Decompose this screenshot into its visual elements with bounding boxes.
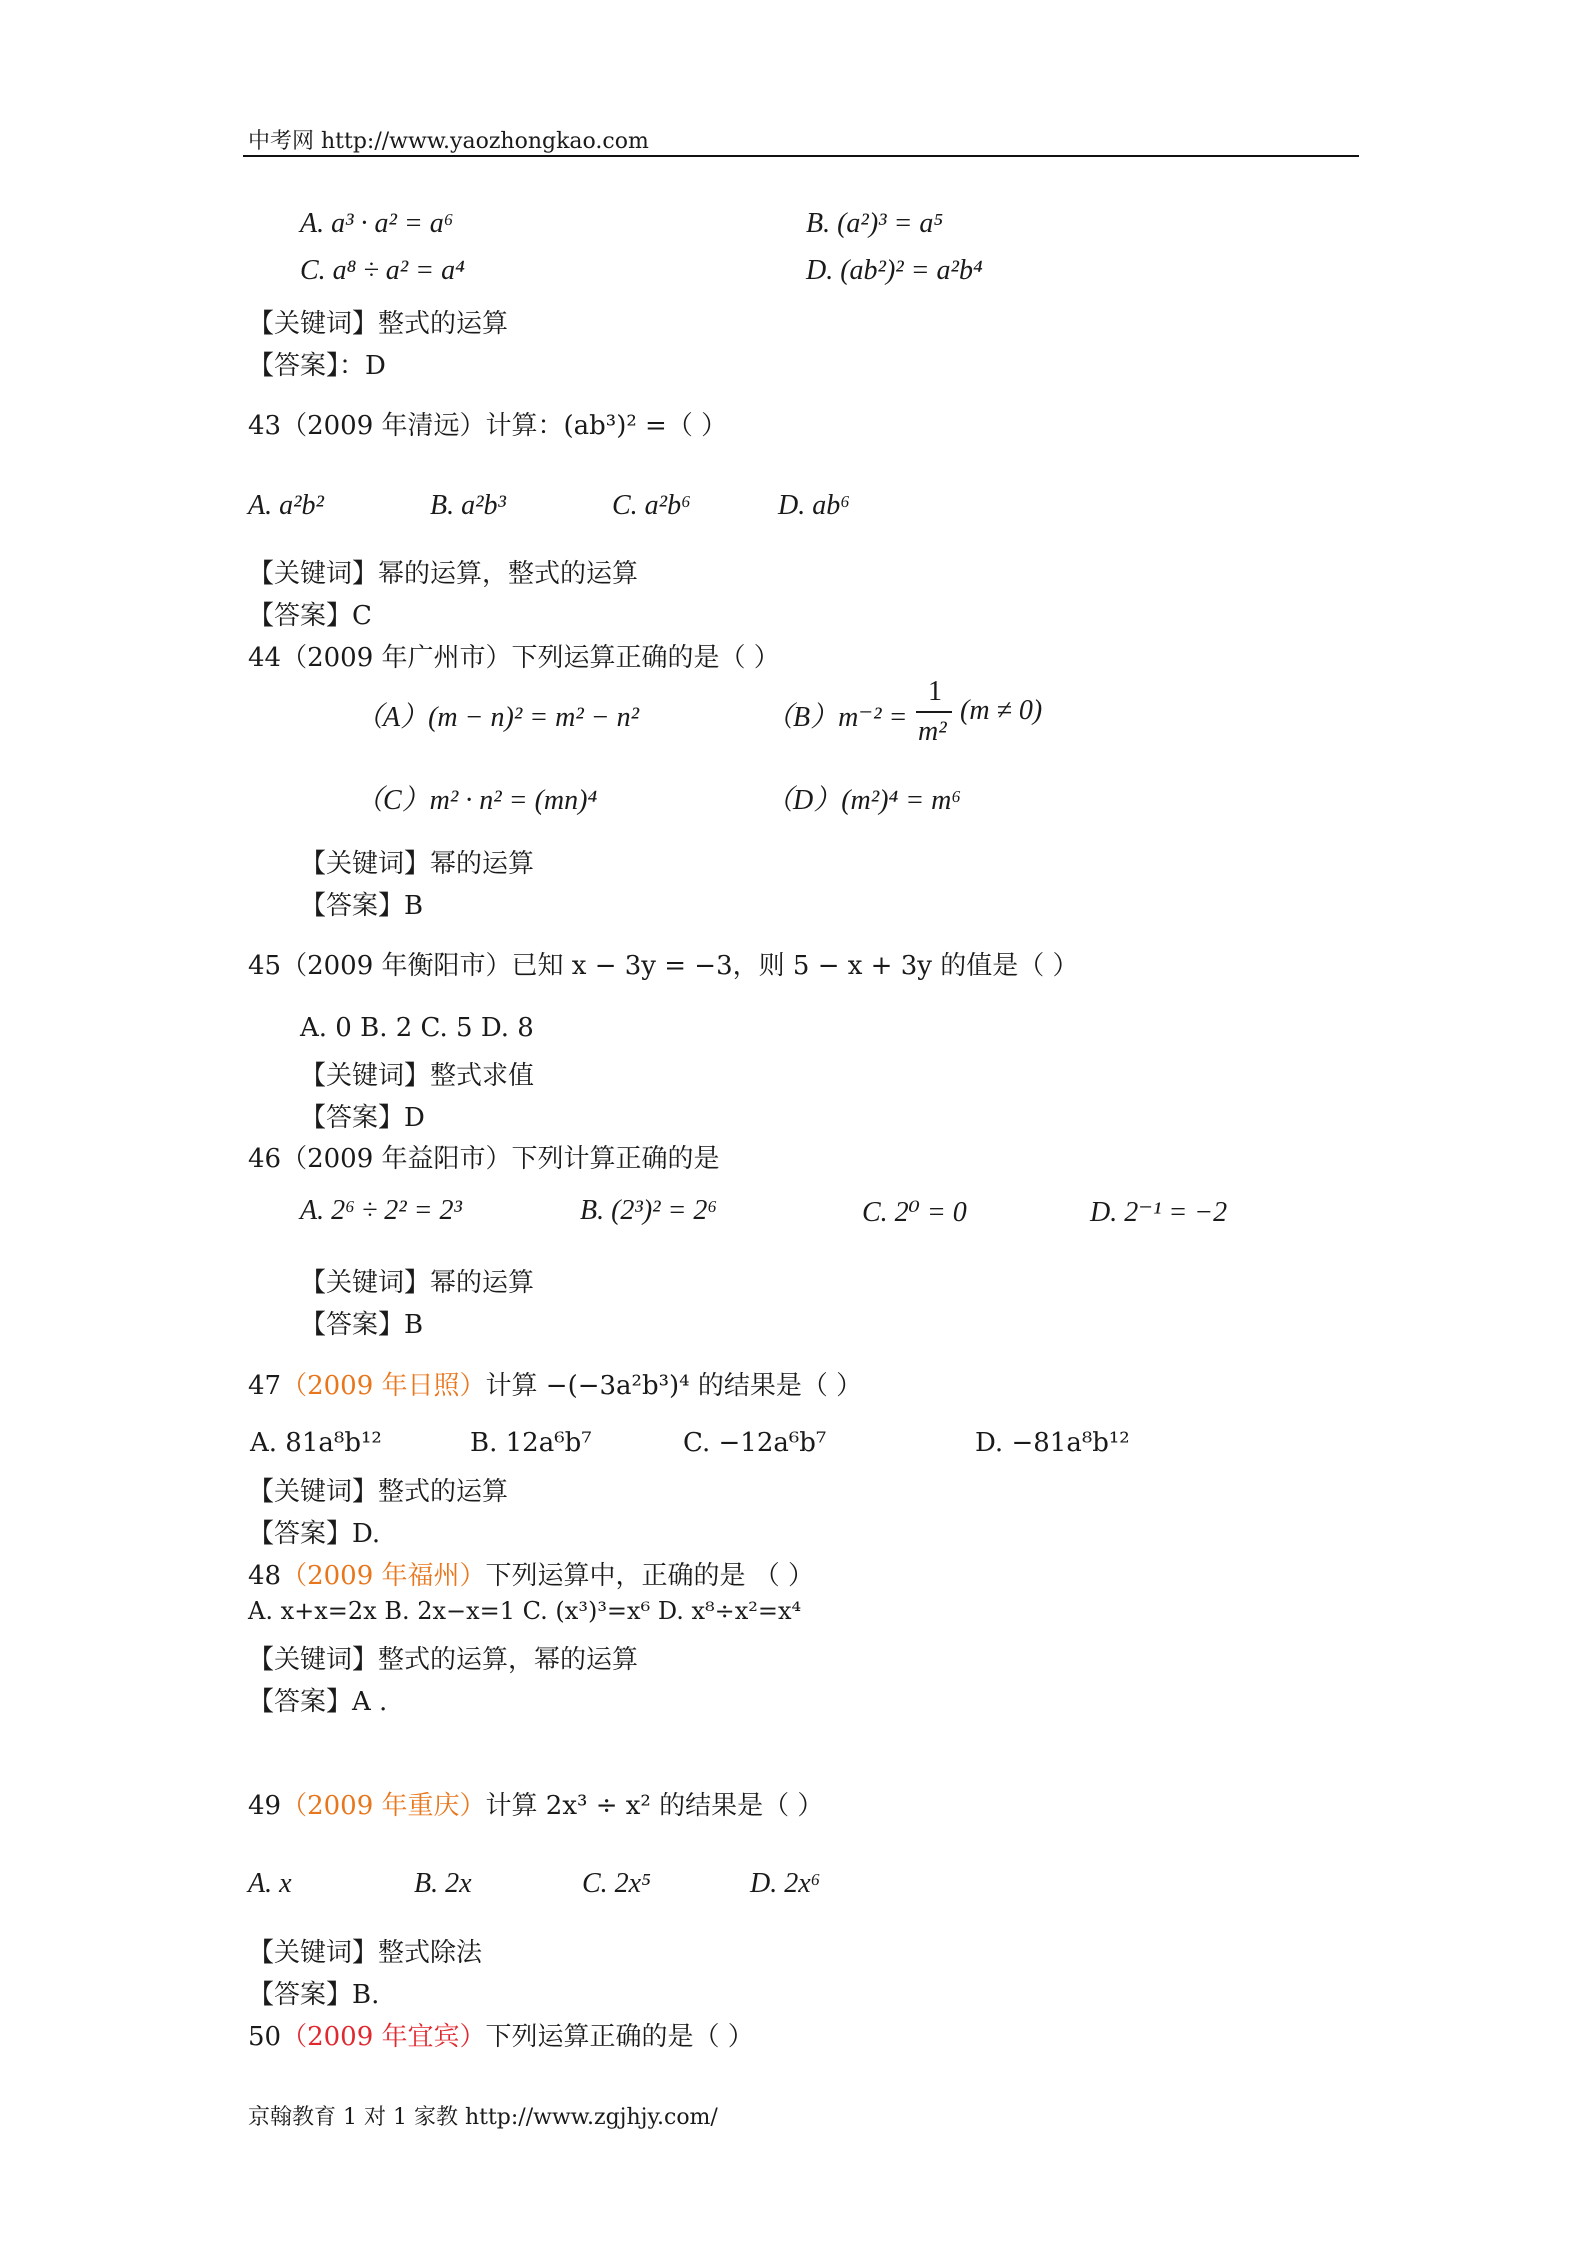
q44-fraction-bar [916,711,952,713]
q48-keywords: 【关键词】整式的运算，幂的运算 [248,1645,639,1675]
q44-option-b-numerator: 1 [928,676,942,707]
q49-option-b: B. 2x [414,1868,472,1899]
q47-stem [248,1365,862,1402]
q49-option-c: C. 2x⁵ [582,1868,651,1899]
q47-option-b: B. 12a⁶b⁷ [470,1428,592,1458]
q49-option-a: A. x [248,1868,292,1899]
q46-option-d: D. 2⁻¹ = −2 [1090,1197,1228,1228]
q50-stem [248,2016,754,2053]
q43-answer: 【答案】C [248,601,372,631]
q43-option-a: A. a²b² [248,490,324,521]
q42-option-d: D. (ab²)² = a²b⁴ [806,255,983,286]
q45-answer: 【答案】D [300,1103,425,1133]
q45-keywords: 【关键词】整式求值 [300,1061,535,1091]
q49-answer: 【答案】B. [248,1980,380,2010]
q46-keywords: 【关键词】幂的运算 [300,1268,535,1298]
q42-option-b: B. (a²)³ = a⁵ [806,208,944,239]
page-footer: 京翰教育 1 对 1 家教 http://www.zgjhjy.com/ [248,2105,718,2130]
q43-option-c: C. a²b⁶ [612,490,691,521]
q43-keywords: 【关键词】幂的运算，整式的运算 [248,559,639,589]
q49-question: 计算 2x³ ÷ x² 的结果是（ ） [485,1791,824,1821]
q43-option-b: B. a²b³ [430,490,506,521]
q47-option-c: C. −12a⁶b⁷ [683,1428,827,1458]
q46-stem: 46（2009 年益阳市）下列计算正确的是 [248,1144,720,1174]
q47-keywords: 【关键词】整式的运算 [248,1477,509,1507]
q42-option-c: C. a⁸ ÷ a² = a⁴ [300,255,465,286]
q48-question: 下列运算中，正确的是 （ ） [485,1561,815,1591]
q50-question: 下列运算正确的是（ ） [485,2022,754,2052]
q48-number: 48 [248,1561,282,1591]
q44-option-b-condition: (m ≠ 0) [960,695,1043,726]
q48-stem [248,1555,814,1592]
q46-option-a: A. 2⁶ ÷ 2² = 2³ [300,1195,462,1226]
q44-option-d: （D）(m²)⁴ = m⁶ [765,785,962,816]
q46-option-c: C. 2⁰ = 0 [862,1197,967,1228]
q49-number: 49 [248,1791,282,1821]
q47-source: （2009 年日照） [281,1371,486,1401]
q47-option-d: D. −81a⁸b¹² [975,1428,1130,1458]
q44-option-a: （A）(m − n)² = m² − n² [355,702,640,733]
q49-stem [248,1785,823,1822]
page-header: 中考网 http://www.yaozhongkao.com [248,129,649,154]
q48-source: （2009 年福州） [281,1561,486,1591]
q43-stem: 43（2009 年清远）计算：(ab³)² =（ ） [248,411,728,441]
q49-option-d: D. 2x⁶ [750,1868,821,1899]
q42-answer: 【答案】：D [248,351,386,381]
q44-option-c: （C）m² · n² = (mn)⁴ [355,785,598,816]
q47-option-a: A. 81a⁸b¹² [250,1428,382,1458]
q50-number: 50 [248,2022,282,2052]
q48-options: A. x+x=2x B. 2x−x=1 C. (x³)³=x⁶ D. x⁸÷x²=x⁴ [248,1597,802,1625]
q48-answer: 【答案】A . [248,1687,388,1717]
q45-stem: 45（2009 年衡阳市）已知 x − 3y = −3，则 5 − x + 3y 的值是（ ） [248,951,1079,981]
q50-source: （2009 年宜宾） [281,2022,486,2052]
q46-answer: 【答案】B [300,1310,424,1340]
q42-keywords: 【关键词】整式的运算 [248,309,509,339]
q49-source: （2009 年重庆） [281,1791,486,1821]
q44-answer: 【答案】B [300,891,424,921]
q44-option-b-denominator: m² [918,716,947,747]
q44-option-b-lhs: （B）m⁻² = [765,702,908,733]
q43-option-d: D. ab⁶ [778,490,850,521]
q47-number: 47 [248,1371,282,1401]
q42-option-a: A. a³ · a² = a⁶ [300,208,454,239]
q44-keywords: 【关键词】幂的运算 [300,849,535,879]
q47-answer: 【答案】D. [248,1519,381,1549]
header-rule [243,155,1359,157]
q49-keywords: 【关键词】整式除法 [248,1938,483,1968]
q47-question: 计算 −(−3a²b³)⁴ 的结果是（ ） [485,1371,863,1401]
q44-stem: 44（2009 年广州市）下列运算正确的是（ ） [248,643,780,673]
q46-option-b: B. (2³)² = 2⁶ [580,1195,718,1226]
q45-options: A. 0 B. 2 C. 5 D. 8 [300,1013,534,1043]
